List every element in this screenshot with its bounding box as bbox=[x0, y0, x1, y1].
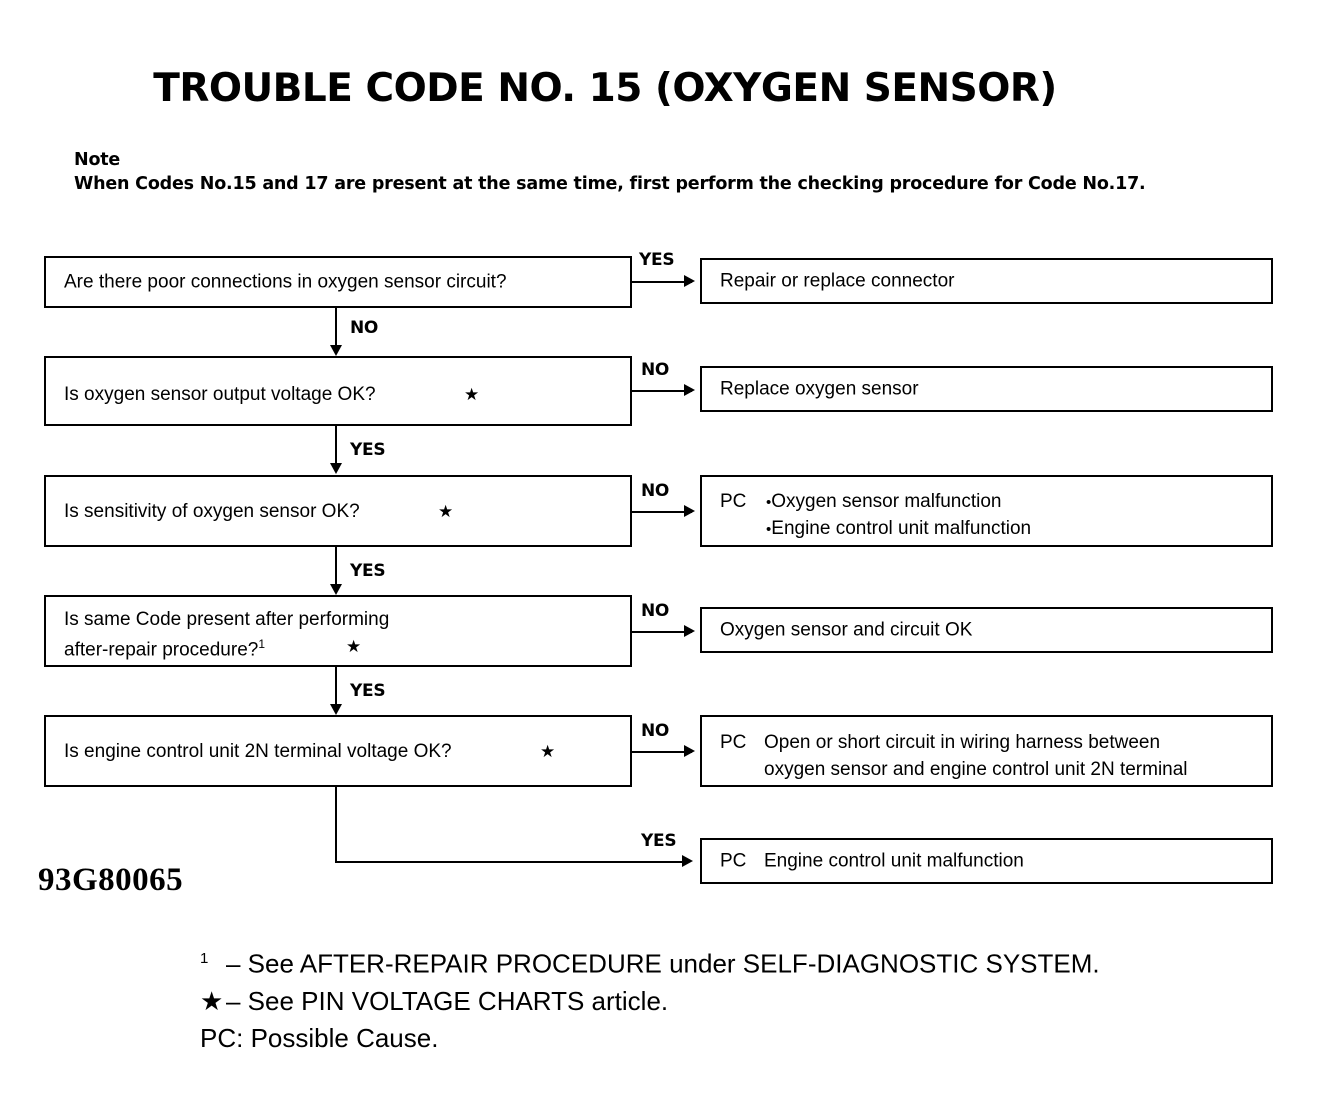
result-box-5-row-2 bbox=[720, 756, 1188, 783]
result-box-3-bullet-2: Engine control unit malfunction bbox=[771, 518, 1032, 539]
bullet-dot: • bbox=[766, 494, 772, 511]
legend-mark-star: ★ bbox=[200, 985, 224, 1016]
branch-label-q2-yes: YES bbox=[350, 440, 386, 460]
note-label: Note bbox=[74, 150, 121, 170]
legend-line-2 bbox=[200, 983, 1100, 1020]
branch-label-q1-no: NO bbox=[350, 318, 379, 338]
connector-q4-yes-arrow bbox=[330, 704, 342, 715]
legend-mark-footnote-text: 1 bbox=[200, 950, 209, 967]
result-box-3-bullet-1: Oxygen sensor malfunction bbox=[771, 491, 1002, 512]
result-box-5-content bbox=[720, 729, 1188, 783]
result-box-3-row-2 bbox=[720, 516, 1031, 543]
connector-q2-yes-arrow bbox=[330, 463, 342, 474]
result-box-3-list bbox=[720, 489, 1031, 543]
legend-mark-footnote bbox=[200, 940, 226, 983]
page-title: TROUBLE CODE NO. 15 (OXYGEN SENSOR) bbox=[153, 66, 1057, 111]
connector-q2-no-arrow bbox=[684, 384, 695, 396]
result-box-2-text: Replace oxygen sensor bbox=[720, 378, 919, 400]
result-box-3[interactable] bbox=[700, 475, 1273, 547]
legend-block bbox=[200, 940, 1100, 1057]
connector-q5-no-line bbox=[632, 751, 692, 753]
question-box-2-text: Is oxygen sensor output voltage OK? bbox=[64, 384, 376, 405]
branch-label-q4-yes: YES bbox=[350, 681, 386, 701]
connector-q5-yes-vline bbox=[335, 787, 337, 863]
result-box-6[interactable] bbox=[700, 838, 1273, 884]
footnote-marker-q4: 1 bbox=[258, 637, 266, 651]
question-box-4-line-1: Is same Code present after performing bbox=[64, 609, 390, 630]
figure-id: 93G80065 bbox=[38, 862, 184, 898]
result-box-4[interactable] bbox=[700, 607, 1273, 653]
question-box-4-line-2-text: after-repair procedure? bbox=[64, 639, 259, 661]
pc-tag-6: PC bbox=[720, 850, 747, 872]
star-marker-q5: ★ bbox=[540, 742, 556, 761]
result-box-6-content bbox=[720, 849, 1024, 874]
result-box-6-text: Engine control unit malfunction bbox=[764, 850, 1024, 872]
result-box-1[interactable] bbox=[700, 258, 1273, 304]
note-body: When Codes No.15 and 17 are present at the same time, first perform the checking procedure for Code No.17. bbox=[74, 174, 1146, 194]
connector-q5-yes-arrow bbox=[682, 855, 693, 867]
result-box-2[interactable] bbox=[700, 366, 1273, 412]
result-box-5-line-1: Open or short circuit in wiring harness between bbox=[764, 732, 1161, 753]
branch-label-q5-yes: YES bbox=[641, 831, 677, 851]
connector-q4-no-line bbox=[632, 631, 692, 633]
pc-tag-5: PC bbox=[720, 732, 747, 753]
legend-text-2: – See PIN VOLTAGE CHARTS article. bbox=[226, 985, 669, 1016]
branch-label-q5-no: NO bbox=[641, 721, 670, 741]
connector-q4-no-arrow bbox=[684, 625, 695, 637]
bullet-dot: • bbox=[766, 521, 772, 538]
question-box-4[interactable] bbox=[44, 595, 632, 667]
connector-q3-no-line bbox=[632, 511, 692, 513]
branch-label-q3-yes: YES bbox=[350, 561, 386, 581]
result-box-5-line-2: oxygen sensor and engine control unit 2N terminal bbox=[764, 759, 1188, 780]
legend-text-1: – See AFTER-REPAIR PROCEDURE under SELF-DIAGNOSTIC SYSTEM. bbox=[226, 948, 1100, 979]
result-box-5[interactable] bbox=[700, 715, 1273, 787]
question-box-4-line-2 bbox=[64, 632, 265, 662]
question-box-5-text: Is engine control unit 2N terminal voltage OK? bbox=[64, 741, 452, 762]
question-box-1-text: Are there poor connections in oxygen sensor circuit? bbox=[64, 271, 507, 293]
star-marker-q2: ★ bbox=[464, 385, 480, 404]
branch-label-q3-no: NO bbox=[641, 481, 670, 501]
branch-label-q1-yes: YES bbox=[639, 250, 675, 270]
result-box-1-text: Repair or replace connector bbox=[720, 270, 955, 292]
connector-q2-no-line bbox=[632, 390, 692, 392]
question-box-1[interactable] bbox=[44, 256, 632, 308]
question-box-3-text: Is sensitivity of oxygen sensor OK? bbox=[64, 501, 360, 522]
legend-text-3: PC: Possible Cause. bbox=[200, 1022, 439, 1053]
note-block bbox=[74, 148, 1284, 196]
connector-q1-yes-line bbox=[632, 281, 692, 283]
question-box-5[interactable] bbox=[44, 715, 632, 787]
connector-q5-no-arrow bbox=[684, 745, 695, 757]
branch-label-q2-no: NO bbox=[641, 360, 670, 380]
result-box-5-row-1 bbox=[720, 729, 1188, 756]
connector-q1-no-arrow bbox=[330, 345, 342, 356]
result-box-3-row-1 bbox=[720, 489, 1031, 516]
connector-q5-yes-hline bbox=[335, 861, 684, 863]
result-box-4-text: Oxygen sensor and circuit OK bbox=[720, 619, 973, 641]
star-marker-q3: ★ bbox=[438, 502, 454, 521]
question-box-2[interactable] bbox=[44, 356, 632, 426]
legend-line-1 bbox=[200, 940, 1100, 983]
legend-line-3 bbox=[200, 1020, 1100, 1057]
star-marker-q4: ★ bbox=[346, 637, 362, 656]
connector-q3-no-arrow bbox=[684, 505, 695, 517]
connector-q1-yes-arrow bbox=[684, 275, 695, 287]
pc-tag-3: PC bbox=[720, 491, 747, 512]
connector-q3-yes-arrow bbox=[330, 584, 342, 595]
question-box-3[interactable] bbox=[44, 475, 632, 547]
branch-label-q4-no: NO bbox=[641, 601, 670, 621]
